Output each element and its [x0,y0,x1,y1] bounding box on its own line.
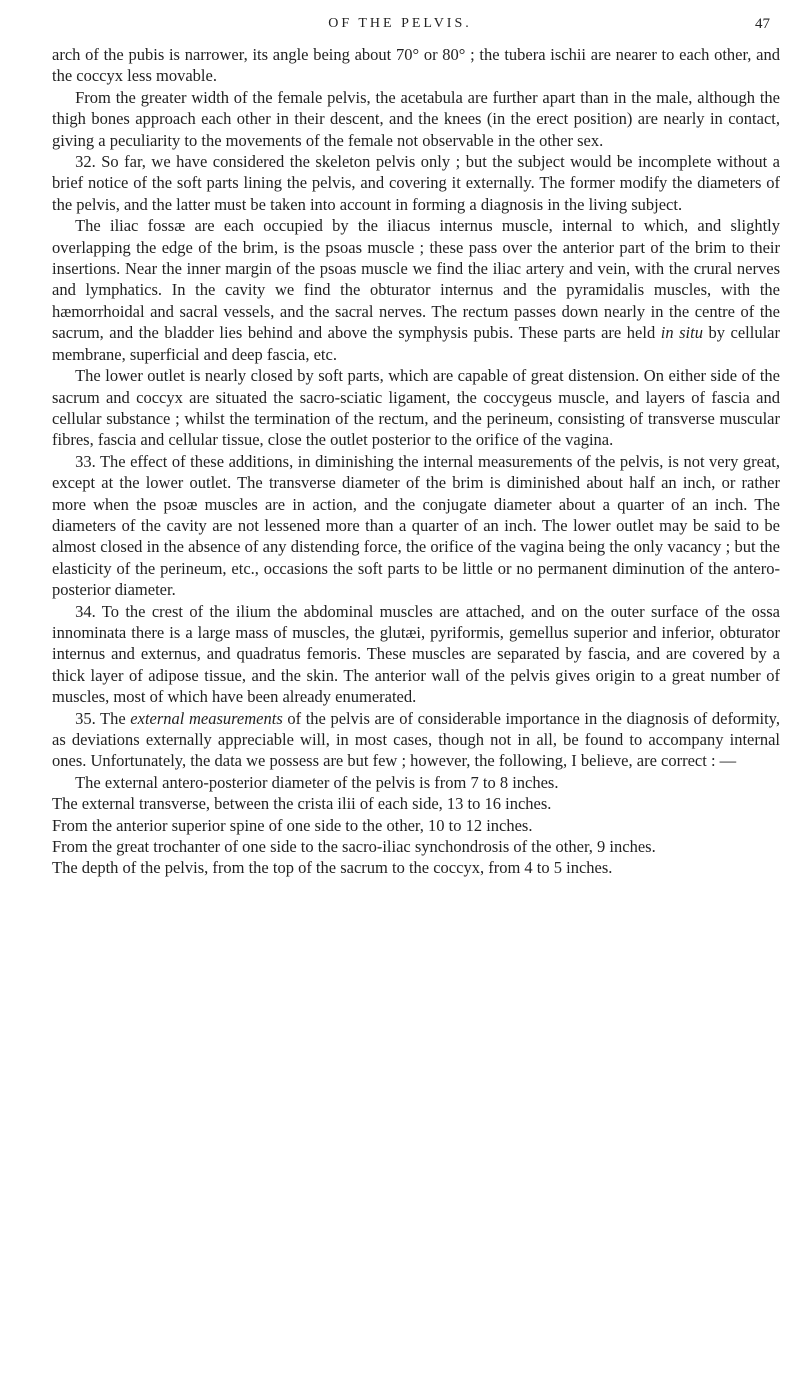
paragraph: The iliac fossæ are each occupied by the iliacus internus muscle, internal to which, and slightly overlapping the edge of the brim, is the psoas muscle ; these pass over the anterior part of the brim to their insertions. Near the inner margin of the psoas muscle we find the iliac artery and vein, with the crural nerves and lymphatics. In the cavity we find the obturator internus and the pyramidalis muscles, with the hæmorrhoidal and sacral vessels, and the sacral nerves. The rectum passes down nearly in the centre of the sacrum, and the bladder lies behind and above the symphysis pubis. These parts are held in situ by cellular membrane, superficial and deep fascia, etc. [52,216,780,364]
measurement-line: The external transverse, between the crista ilii of each side, 13 to 16 inches. [52,794,552,814]
running-head [0,16,800,40]
measurement-line: From the anterior superior spine of one side to the other, 10 to 12 inches. [52,815,533,835]
paragraph: From the greater width of the female pelvis, the acetabula are further apart than in the male, although the thigh bones approach each other in their descent, and the knees (in the erect position) are nearly in contact, giving a peculiarity to the movements of the female not observable in the other sex. [52,87,780,150]
running-title: OF THE PELVIS. [328,16,472,31]
paragraph: arch of the pubis is narrower, its angle being about 70° or 80° ; the tubera ischii are nearer to each other, and the coccyx less movable. [52,45,780,86]
paragraph: The lower outlet is nearly closed by soft parts, which are capable of great distension. On either side of the sacrum and coccyx are situated the sacro-sciatic ligament, the coccygeus muscle, and layers of fascia and cellular substance ; whilst the termination of the rectum, and the perineum, consisting of transverse muscular fibres, fascia and cellular tissue, close the outlet posterior to the orifice of the vagina. [52,366,780,450]
paragraph: 32. So far, we have considered the skeleton pelvis only ; but the subject would be incomplete without a brief notice of the soft parts lining the pelvis, and covering it externally. The former modify the diameters of the pelvis, and the latter must be taken into account in forming a diagnosis in the living subject. [52,152,780,214]
measurement-line: From the great trochanter of one side to the sacro-iliac synchondrosis of the other, 9 inches. [52,837,656,857]
body-text [52,44,780,879]
measurement-line: The external antero-posterior diameter of the pelvis is from 7 to 8 inches. [75,772,559,792]
measurement-line: The depth of the pelvis, from the top of the sacrum to the coccyx, from 4 to 5 inches. [52,858,613,878]
paragraph: 33. The effect of these additions, in diminishing the internal measurements of the pelvis, is not very great, except at the lower outlet. The transverse diameter of the brim is diminished about half an inch, or rather more when the psoæ muscles are in action, and the conjugate diameter about a quarter of an inch. The diameters of the cavity are not lessened more than a quarter of an inch. The lower outlet may be said to be almost closed in the absence of any distending force, the orifice of the vagina being the only vacancy ; but the elasticity of the perineum, etc., occasions the soft parts to be little or no permanent diminution of the antero-posterior diameter. [52,451,780,600]
paragraph: 34. To the crest of the ilium the abdominal muscles are attached, and on the outer surface of the ossa innominata there is a large mass of muscles, the glutæi, pyriformis, gemellus superior and inferior, obturator internus and externus, and quadratus femoris. These muscles are separated by fascia, and are covered by a thick layer of adipose tissue, and the skin. The anterior wall of the pelvis gives origin to a great number of muscles, most of which have been already enumerated. [52,601,780,707]
page-number: 47 [755,16,770,32]
paragraph: 35. The external measurements of the pelvis are of considerable importance in the diagnosis of deformity, as deviations externally appreciable will, in most cases, though not in all, be found to accompany internal ones. Unfortunately, the data we possess are but few ; however, the following, I believe, are correct : — [52,708,780,771]
